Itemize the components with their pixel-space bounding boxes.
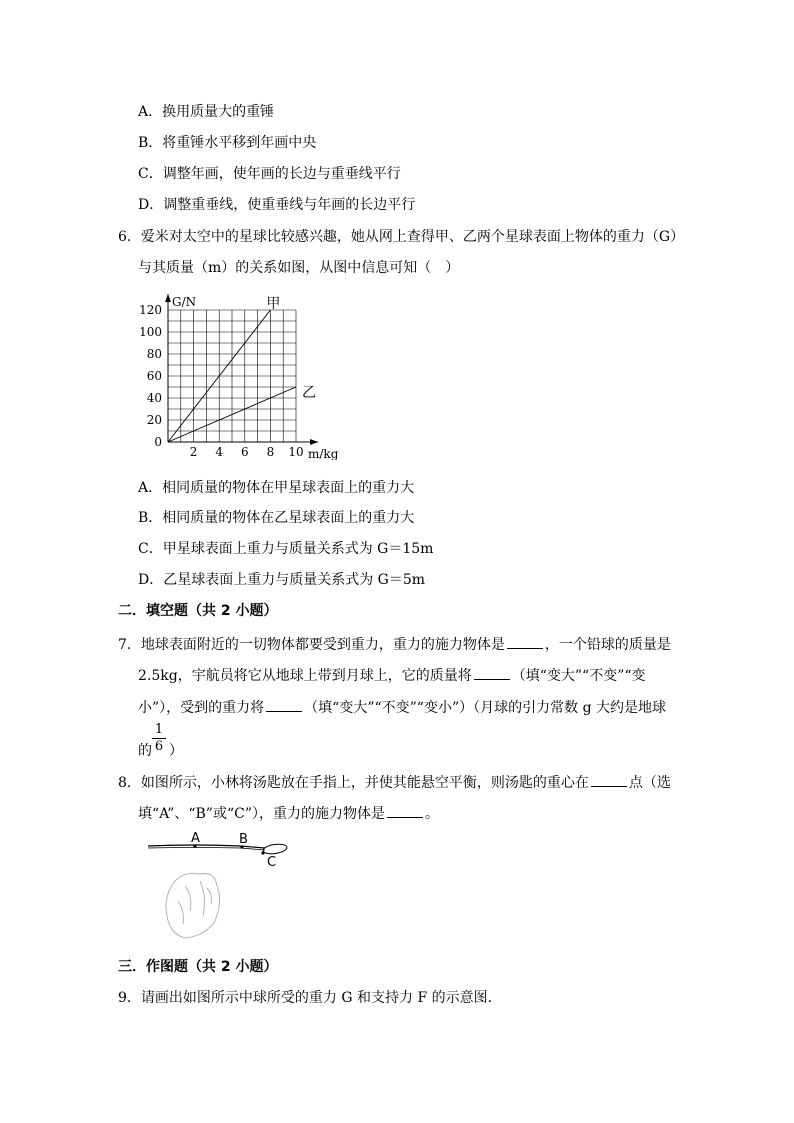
- q9-stem: 9．请画出如图所示中球所受的重力 G 和支持力 F 的示意图．: [118, 990, 502, 1006]
- q6-option-b: B．相同质量的物体在乙星球表面上的重力大: [138, 510, 415, 526]
- q6-option-a: A．相同质量的物体在甲星球表面上的重力大: [138, 480, 415, 496]
- x-axis-arrow: [310, 439, 318, 445]
- y-tick-label: 80: [146, 347, 162, 361]
- y-axis-arrow: [165, 294, 171, 302]
- q5-option-b: B．将重锤水平移到年画中央: [138, 135, 317, 151]
- x-tick-label: 8: [266, 445, 275, 459]
- q7-line2: [138, 665, 646, 686]
- q7-text: （填“变大”“不变”“变小”）（月球的引力常数 g 大约是地球: [304, 700, 666, 716]
- q7-text: 2.5kg，宇航员将它从地球上带到月球上，它的质量将: [138, 668, 472, 684]
- q8-blank-1[interactable]: [591, 772, 627, 787]
- q7-text: （填“变大”“不变”“变: [511, 668, 646, 684]
- fraction-denominator: 6: [152, 738, 166, 754]
- q7-text: 7．地球表面附近的一切物体都要受到重力，重力的施力物体是: [118, 637, 505, 653]
- q7-blank-1[interactable]: [507, 634, 543, 649]
- q6-option-d: D．乙星球表面上重力与质量关系式为 G＝5m: [138, 572, 426, 588]
- series-label: 甲: [266, 296, 281, 312]
- q7-text: 的: [138, 743, 152, 759]
- spoon-bowl: [262, 843, 287, 855]
- point-c-marker: [261, 851, 264, 854]
- x-tick-label: 4: [215, 445, 224, 459]
- q7-text: 小”），受到的重力将: [138, 700, 265, 716]
- chart-grid: [168, 310, 296, 442]
- section-fill-in-title: 二．填空题（共 2 小题）: [118, 603, 278, 619]
- gravity-mass-chart: [130, 290, 370, 460]
- spoon-label-a: A: [191, 831, 200, 846]
- x-tick-label: 6: [240, 445, 249, 459]
- chart-ticks: [139, 303, 304, 459]
- q5-option-d: D．调整重垂线，使重垂线与年画的长边平行: [138, 197, 416, 213]
- x-tick-label: 10: [288, 445, 304, 459]
- q8-line1: [118, 772, 671, 793]
- fraction-numerator: 1: [154, 722, 164, 737]
- y-tick-label: 120: [139, 303, 162, 317]
- q7-line4: [138, 741, 183, 761]
- q7-text: ）: [169, 743, 183, 759]
- q6-stem-line1: 6．爱米对太空中的星球比较感兴趣，她从网上查得甲、乙两个星球表面上物体的重力（G）: [118, 229, 685, 245]
- spoon-handle-edge: [148, 848, 265, 851]
- q5-option-c: C．调整年画，使年画的长边与重垂线平行: [138, 166, 401, 182]
- q8-blank-2[interactable]: [387, 803, 423, 818]
- q6-stem-line2: 与其质量（m）的关系如图，从图中信息可知（ ）: [138, 260, 460, 276]
- q7-blank-2[interactable]: [474, 665, 510, 680]
- spoon-label-c: C: [267, 855, 277, 870]
- q8-text: 点（选: [628, 775, 671, 791]
- q8-line2: [138, 803, 439, 824]
- q6-option-c: C．甲星球表面上重力与质量关系式为 G＝15m: [138, 541, 434, 557]
- q5-option-a: A．换用质量大的重锤: [138, 104, 275, 120]
- q7-line1: [118, 634, 671, 655]
- q7-text: ，一个铅球的质量是: [544, 637, 671, 653]
- q7-blank-3[interactable]: [266, 697, 302, 712]
- q8-text: 。: [425, 806, 439, 822]
- series-label: 乙: [302, 385, 316, 401]
- hand-sketch: [166, 873, 220, 938]
- y-tick-label: 40: [146, 391, 162, 405]
- q7-line3: [138, 697, 666, 718]
- y-tick-label: 100: [139, 325, 162, 339]
- spoon-on-finger-figure: [145, 826, 305, 946]
- chart-y-axis-label: G/N: [172, 295, 197, 309]
- y-tick-label: 0: [154, 435, 162, 449]
- q8-text: 填“A”、“B”或“C”），重力的施力物体是: [138, 806, 385, 822]
- y-tick-label: 20: [146, 413, 162, 427]
- x-tick-label: 2: [189, 445, 198, 459]
- section-drawing-title: 三．作图题（共 2 小题）: [118, 959, 278, 975]
- q8-text: 8．如图所示，小林将汤匙放在手指上，并使其能悬空平衡，则汤匙的重心在: [118, 775, 589, 791]
- chart-x-axis-label: m/kg: [308, 447, 339, 460]
- y-tick-label: 60: [146, 369, 162, 383]
- chart-axes: [165, 294, 318, 445]
- spoon-label-b: B: [239, 832, 248, 847]
